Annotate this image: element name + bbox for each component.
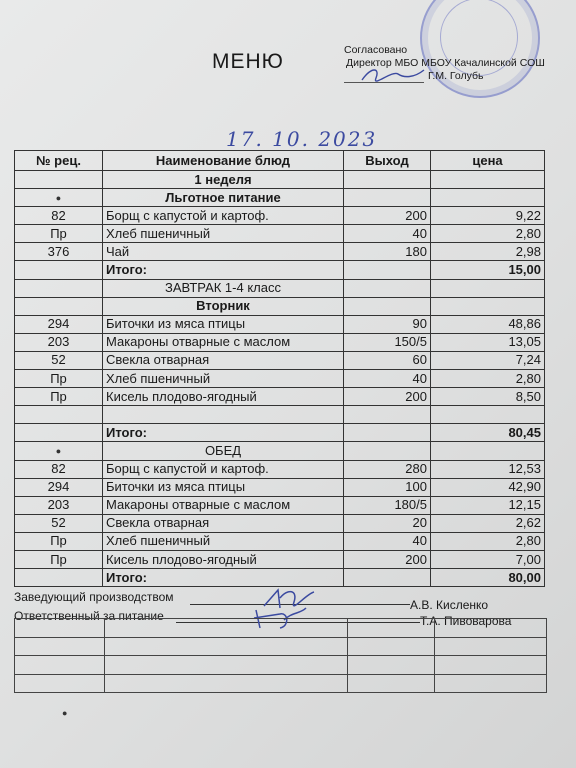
dish-name: Борщ с капустой и картоф. [103, 207, 344, 225]
portion: 100 [344, 478, 431, 496]
lunch-rows [15, 460, 545, 569]
portion: 40 [344, 225, 431, 243]
recipe-number: 82 [15, 460, 103, 478]
section-row-lgot [15, 189, 545, 207]
blank-grid [14, 618, 547, 693]
dish-name: Хлеб пшеничный [103, 370, 344, 388]
pen-mark: ● [62, 708, 68, 718]
table-row [15, 243, 545, 261]
header-recipe-number: № рец. [15, 151, 103, 171]
lgot-rows [15, 207, 545, 261]
recipe-number: Пр [15, 370, 103, 388]
blank-row [15, 637, 547, 656]
table-header-row [15, 151, 545, 171]
dish-name: Кисель плодово-ягодный [103, 388, 344, 406]
portion: 200 [344, 388, 431, 406]
menu-date: 17. 10. 2023 [226, 127, 378, 151]
breakfast-total-value: 80,45 [431, 424, 545, 442]
recipe-number: 82 [15, 207, 103, 225]
portion: 200 [344, 207, 431, 225]
header-price: цена [431, 151, 545, 171]
recipe-number: 203 [15, 333, 103, 351]
pen-mark: ● [55, 446, 62, 457]
breakfast-rows [15, 315, 545, 405]
dish-name: Борщ с капустой и картоф. [103, 460, 344, 478]
approval-director-name: Г.М. Голубь [428, 70, 484, 82]
week-label: 1 неделя [103, 171, 344, 189]
price: 7,00 [431, 550, 545, 568]
dish-name: Чай [103, 243, 344, 261]
portion: 180 [344, 243, 431, 261]
table-row [15, 333, 545, 351]
price: 7,24 [431, 351, 545, 369]
price: 48,86 [431, 315, 545, 333]
table-row [15, 496, 545, 514]
pen-mark: ● [55, 193, 62, 204]
recipe-number: Пр [15, 225, 103, 243]
recipe-number: 203 [15, 496, 103, 514]
production-manager-role: Заведующий производством [14, 590, 174, 604]
lunch-total-label: Итого: [103, 569, 344, 587]
header-dish-name: Наименование блюд [103, 151, 344, 171]
dish-name: Кисель плодово-ягодный [103, 550, 344, 568]
table-row [15, 514, 545, 532]
portion: 200 [344, 550, 431, 568]
week-row [15, 171, 545, 189]
price: 12,53 [431, 460, 545, 478]
dish-name: Хлеб пшеничный [103, 225, 344, 243]
approval-director: Директор МБО МБОУ Качалинской СОШ [346, 57, 545, 69]
page-title: МЕНЮ [212, 50, 284, 73]
table-row [15, 550, 545, 568]
lunch-title: ОБЕД [103, 442, 344, 460]
portion: 40 [344, 532, 431, 550]
portion: 180/5 [344, 496, 431, 514]
blank-row [15, 656, 547, 675]
recipe-number: 52 [15, 351, 103, 369]
price: 2,98 [431, 243, 545, 261]
lunch-total-value: 80,00 [431, 569, 545, 587]
price: 2,80 [431, 225, 545, 243]
breakfast-total-row [15, 424, 545, 442]
lgot-total-value: 15,00 [431, 261, 545, 279]
dish-name: Хлеб пшеничный [103, 532, 344, 550]
table-row [15, 351, 545, 369]
table-row [15, 315, 545, 333]
recipe-number: Пр [15, 532, 103, 550]
portion: 60 [344, 351, 431, 369]
empty-row [15, 406, 545, 424]
portion: 280 [344, 460, 431, 478]
price: 2,62 [431, 514, 545, 532]
table-row [15, 532, 545, 550]
production-manager-name: А.В. Кисленко [410, 598, 489, 612]
approval-agreed: Согласовано [344, 44, 408, 56]
portion: 90 [344, 315, 431, 333]
recipe-number: Пр [15, 550, 103, 568]
table-row [15, 388, 545, 406]
dish-name: Биточки из мяса птицы [103, 478, 344, 496]
dish-name: Макароны отварные с маслом [103, 333, 344, 351]
dish-name: Биточки из мяса птицы [103, 315, 344, 333]
director-signature [358, 64, 428, 86]
price: 9,22 [431, 207, 545, 225]
section-lgot-label: Льготное питание [103, 189, 344, 207]
table-row [15, 225, 545, 243]
recipe-number: Пр [15, 388, 103, 406]
dish-name: Свекла отварная [103, 351, 344, 369]
price: 13,05 [431, 333, 545, 351]
table-row [15, 207, 545, 225]
lunch-title-row [15, 442, 545, 460]
recipe-number: 294 [15, 478, 103, 496]
day-label: Вторник [103, 297, 344, 315]
breakfast-total-label: Итого: [103, 424, 344, 442]
day-row [15, 297, 545, 315]
food-responsible-role: Ответственный за питание [14, 609, 164, 623]
blank-row [15, 674, 547, 693]
official-stamp [420, 0, 540, 98]
table-row [15, 370, 545, 388]
recipe-number: 294 [15, 315, 103, 333]
portion: 40 [344, 370, 431, 388]
portion: 20 [344, 514, 431, 532]
dish-name: Макароны отварные с маслом [103, 496, 344, 514]
price: 2,80 [431, 370, 545, 388]
menu-table [14, 150, 545, 587]
header-portion: Выход [344, 151, 431, 171]
price: 8,50 [431, 388, 545, 406]
breakfast-title: ЗАВТРАК 1-4 класс [103, 279, 344, 297]
table-row [15, 478, 545, 496]
portion: 150/5 [344, 333, 431, 351]
recipe-number: 376 [15, 243, 103, 261]
food-responsible-name: Т.А. Пивоварова [420, 614, 512, 628]
lgot-total-row [15, 261, 545, 279]
price: 12,15 [431, 496, 545, 514]
breakfast-title-row [15, 279, 545, 297]
recipe-number: 52 [15, 514, 103, 532]
price: 2,80 [431, 532, 545, 550]
lgot-total-label: Итого: [103, 261, 344, 279]
blank-row [15, 619, 547, 638]
dish-name: Свекла отварная [103, 514, 344, 532]
table-row [15, 460, 545, 478]
price: 42,90 [431, 478, 545, 496]
